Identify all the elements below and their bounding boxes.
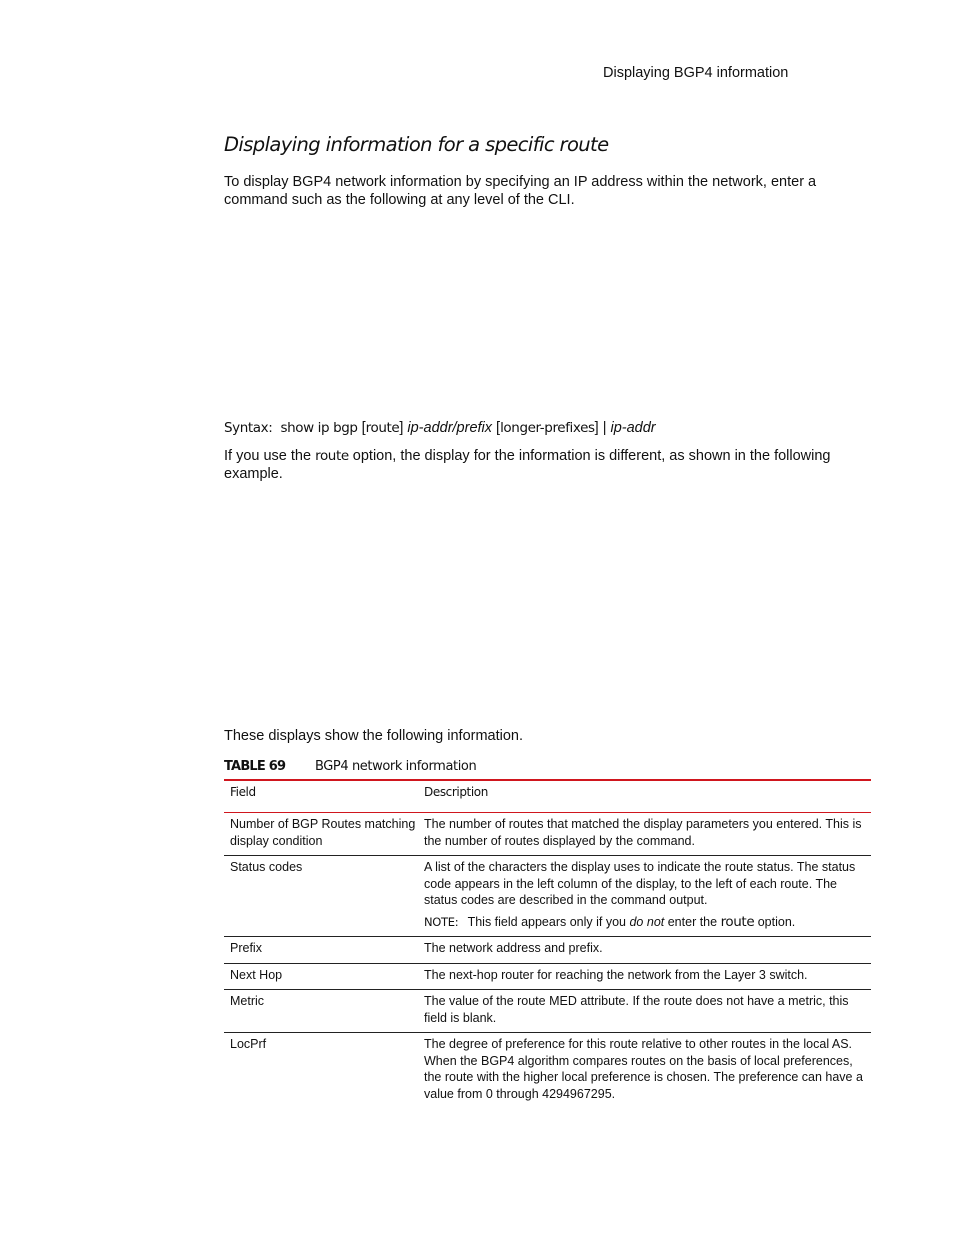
table-row — [224, 990, 871, 1033]
running-header: Displaying BGP4 information — [603, 65, 789, 81]
note-before: This field appears only if you — [467, 914, 626, 929]
description-cell: The number of routes that matched the display parameters you entered. This is the number of routes displayed by the command. — [424, 813, 871, 856]
bracket-open: [ — [361, 420, 366, 436]
syntax-command: show ip bgp — [280, 420, 358, 436]
header-field: Field — [224, 781, 424, 813]
description-cell: The next-hop router for reaching the network from the Layer 3 switch. — [424, 963, 871, 990]
description-cell: The degree of preference for this route relative to other routes in the local AS. When the BGP4 algorithm compares routes on the basis of local preferences, the route with the higher local preference is chosen. The preference can have a value from 0 through 4294967295. — [424, 1037, 863, 1101]
syntax-arg-prefix: ip-addr/prefix — [407, 420, 493, 436]
intro-paragraph: To display BGP4 network information by specifying an IP address within the network, enter a command such as the following at any level of the CLI. — [224, 174, 817, 208]
table-caption — [224, 759, 476, 774]
field-cell: Next Hop — [224, 963, 424, 990]
note-keyword: route — [720, 913, 755, 930]
syntax-arg-ip-addr: ip-addr — [610, 420, 656, 436]
syntax-option-route: route — [365, 420, 400, 436]
table-row — [224, 813, 871, 856]
note-label: NOTE: — [424, 914, 459, 929]
description-cell: The network address and prefix. — [424, 937, 871, 964]
syntax-pipe: | — [602, 420, 607, 436]
bracket-close: ] — [594, 420, 599, 436]
note-after: option. — [757, 914, 796, 929]
table-row — [224, 856, 871, 937]
syntax-line — [224, 419, 864, 437]
note-middle: enter the — [667, 914, 718, 929]
field-cell: Metric — [224, 990, 424, 1033]
table-row — [224, 1033, 871, 1109]
field-cell: Number of BGP Routes matching display condition — [224, 813, 424, 856]
bgp4-network-info-table — [224, 781, 871, 1108]
section-title: Displaying information for a specific route — [224, 133, 609, 156]
route-option-paragraph — [224, 447, 864, 483]
table-row — [224, 937, 871, 964]
table-header-row — [224, 781, 871, 813]
syntax-option-longer-prefixes: longer-prefixes — [500, 420, 595, 436]
header-description: Description — [424, 781, 871, 813]
table-note — [424, 914, 865, 931]
field-cell: Status codes — [224, 856, 424, 937]
description-cell — [424, 856, 871, 937]
route-keyword: route — [315, 448, 349, 464]
route-para-before: If you use the — [224, 448, 312, 464]
bracket-open: [ — [496, 420, 501, 436]
displays-paragraph: These displays show the following information. — [224, 728, 524, 744]
description-cell: The value of the route MED attribute. If the route does not have a metric, this field is blank. — [424, 990, 871, 1033]
table-caption-text: BGP4 network information — [314, 759, 477, 774]
syntax-label: Syntax: — [224, 420, 273, 436]
note-emphasis: do not — [629, 914, 665, 929]
description-text: A list of the characters the display uses to indicate the route status. The status code appears in the left column of the display, to the left of each route. The status codes are described in the command output. — [424, 860, 856, 907]
route-para-after: option, the display for the information is different, as shown in the following example. — [224, 448, 831, 482]
field-cell: LocPrf — [230, 1037, 267, 1051]
table-number: TABLE 69 — [224, 759, 286, 774]
table-row — [224, 963, 871, 990]
bracket-close: ] — [399, 420, 404, 436]
field-cell: Prefix — [224, 937, 424, 964]
